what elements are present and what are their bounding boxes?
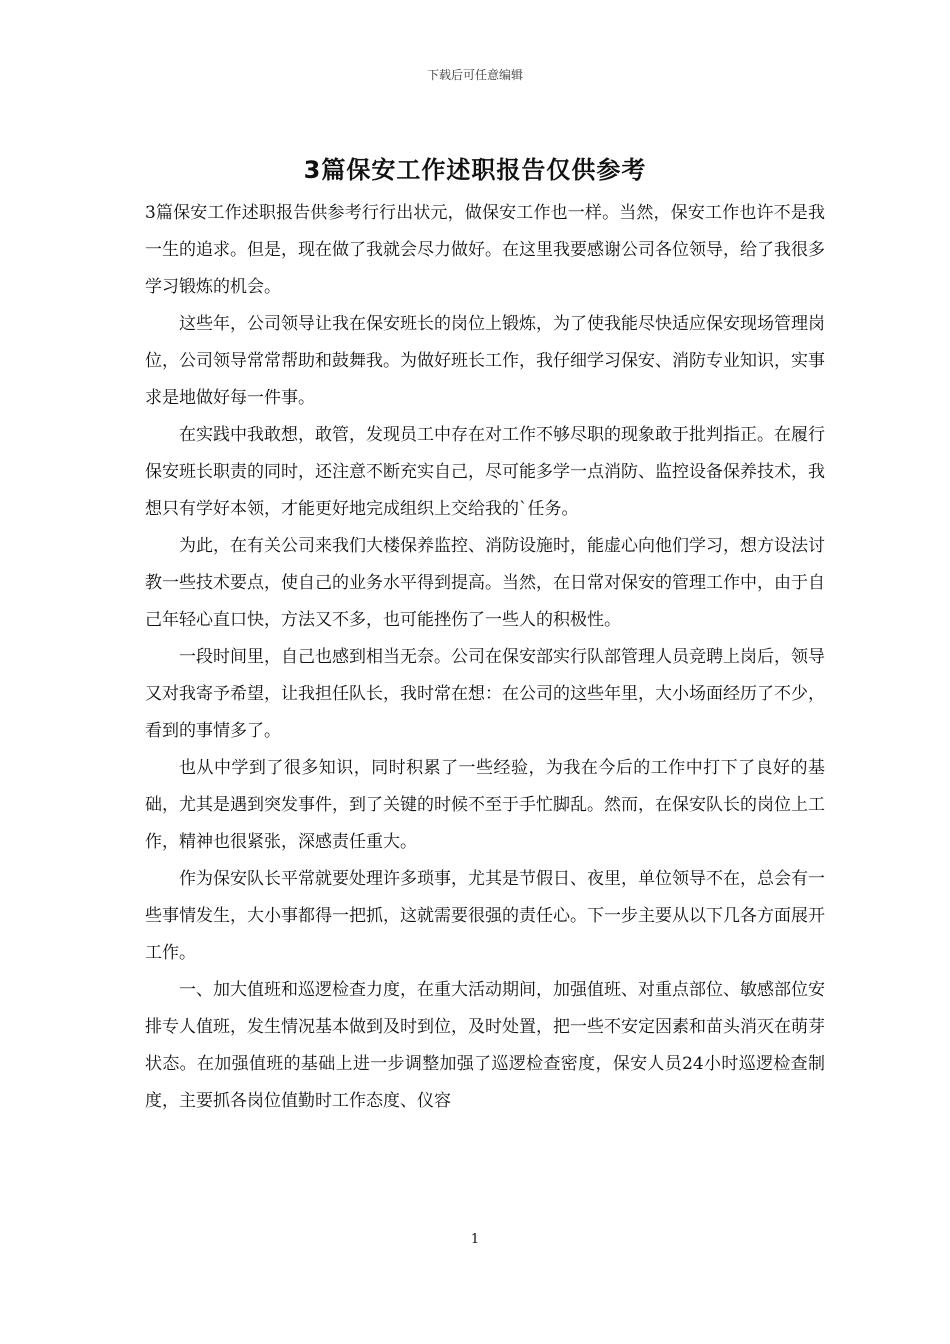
paragraph: 在实践中我敢想，敢管，发现员工中存在对工作不够尽职的现象敢于批判指正。在履行保安班长职责的同时，还注意不断充实自己，尽可能多学一点消防、监控设备保养技术，我想只有学好本领，才能更好地完成组织上交给我的`任务。 <box>145 425 825 519</box>
paragraph: 一段时间里，自己也感到相当无奈。公司在保安部实行队部管理人员竞聘上岗后，领导又对我寄予希望，让我担任队长，我时常在想：在公司的这些年里，大小场面经历了不少，看到的事情多了。 <box>145 647 825 741</box>
page-header-caption: 下载后可任意编辑 <box>426 68 523 82</box>
paragraph-intro: 3篇保安工作述职报告供参考行行出状元，做保安工作也一样。当然，保安工作也许不是我一生的追求。但是，现在做了我就会尽力做好。在这里我要感谢公司各位领导，给了我很多学习锻炼的机会。 <box>145 203 825 297</box>
document-title: 3篇保安工作述职报告仅供参考 <box>303 156 647 184</box>
page-number: 1 <box>470 1232 480 1247</box>
paragraph: 为此，在有关公司来我们大楼保养监控、消防设施时，能虚心向他们学习，想方设法讨教一些技术要点，使自己的业务水平得到提高。当然，在日常对保安的管理工作中，由于自己年轻心直口快，方法又不多，也可能挫伤了一些人的积极性。 <box>145 536 825 630</box>
paragraph: 这些年，公司领导让我在保安班长的岗位上锻炼，为了使我能尽快适应保安现场管理岗位，公司领导常常帮助和鼓舞我。为做好班长工作，我仔细学习保安、消防专业知识，实事求是地做好每一件事。 <box>145 314 825 408</box>
document-body <box>145 195 825 1120</box>
paragraph: 也从中学到了很多知识，同时积累了一些经验，为我在今后的工作中打下了良好的基础，尤其是遇到突发事件，到了关键的时候不至于手忙脚乱。然而，在保安队长的岗位上工作，精神也很紧张，深感责任重大。 <box>145 758 825 852</box>
paragraph: 作为保安队长平常就要处理许多琐事，尤其是节假日、夜里，单位领导不在，总会有一些事情发生，大小事都得一把抓，这就需要很强的责任心。下一步主要从以下几各方面展开工作。 <box>145 869 825 963</box>
paragraph: 一、加大值班和巡逻检查力度，在重大活动期间，加强值班、对重点部位、敏感部位安排专人值班，发生情况基本做到及时到位，及时处置，把一些不安定因素和苗头消灭在萌芽状态。在加强值班的基础上进一步调整加强了巡逻检查密度，保安人员24小时巡逻检查制度，主要抓各岗位值勤时工作态度、仪容 <box>145 980 825 1111</box>
